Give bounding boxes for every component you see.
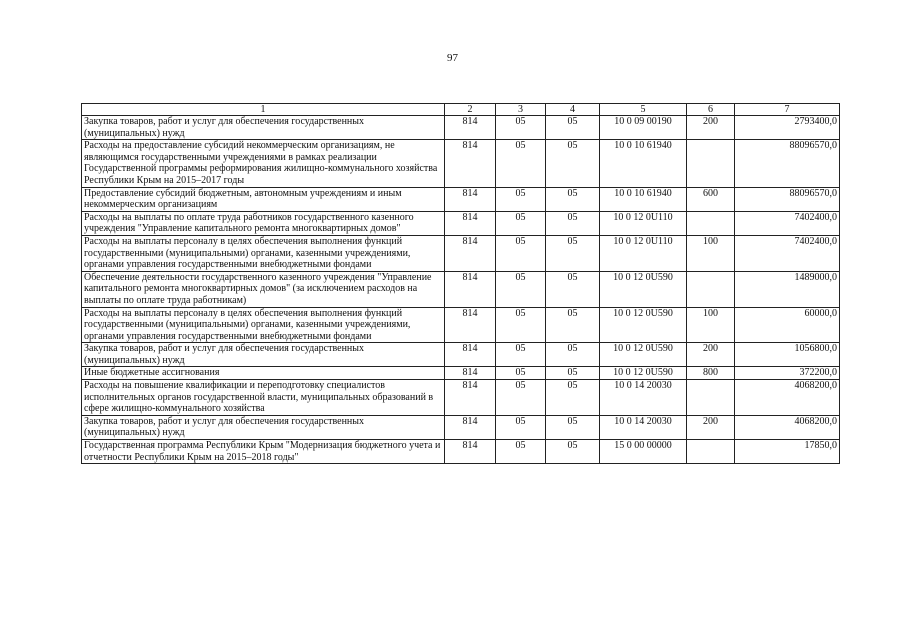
row-ministry-code: 814 [445, 415, 496, 439]
table-row [82, 440, 840, 464]
row-amount: 7402400,0 [735, 211, 840, 235]
row-target-code: 10 0 12 0U590 [600, 367, 687, 380]
row-subsection-code: 05 [546, 116, 600, 140]
table-row [82, 187, 840, 211]
row-expense-type: 200 [687, 343, 735, 367]
row-description: Предоставление субсидий бюджетным, автономным учреждениям и иным некоммерческим организациям [82, 187, 445, 211]
table-row [82, 415, 840, 439]
row-expense-type [687, 271, 735, 307]
row-subsection-code: 05 [546, 235, 600, 271]
row-description: Расходы на выплаты по оплате труда работников государственного казенного учреждения "Управление капитального ремонта многоквартирных домов" [82, 211, 445, 235]
row-ministry-code: 814 [445, 187, 496, 211]
row-section-code: 05 [496, 235, 546, 271]
table-row [82, 211, 840, 235]
row-target-code: 10 0 09 00190 [600, 116, 687, 140]
column-header-7: 7 [735, 104, 840, 116]
row-description: Расходы на выплаты персоналу в целях обеспечения выполнения функций государственными (муниципальными) органами, казенными учреждениями, органами управления государственными внебюджетными фондами [82, 307, 445, 343]
row-amount: 2793400,0 [735, 116, 840, 140]
column-header-5: 5 [600, 104, 687, 116]
table-row [82, 307, 840, 343]
row-subsection-code: 05 [546, 343, 600, 367]
row-ministry-code: 814 [445, 307, 496, 343]
row-description: Закупка товаров, работ и услуг для обеспечения государственных (муниципальных) нужд [82, 343, 445, 367]
row-target-code: 10 0 12 0U110 [600, 235, 687, 271]
row-description: Обеспечение деятельности государственного казенного учреждения "Управление капитального ремонта многоквартирных домов" (за исключением расходов на выплаты по оплате труда работникам) [82, 271, 445, 307]
row-expense-type [687, 211, 735, 235]
row-target-code: 10 0 10 61940 [600, 187, 687, 211]
row-subsection-code: 05 [546, 415, 600, 439]
row-section-code: 05 [496, 440, 546, 464]
table-row [82, 380, 840, 416]
row-section-code: 05 [496, 211, 546, 235]
row-section-code: 05 [496, 140, 546, 187]
row-expense-type: 200 [687, 116, 735, 140]
row-subsection-code: 05 [546, 271, 600, 307]
column-number-row [82, 104, 840, 116]
row-subsection-code: 05 [546, 140, 600, 187]
row-target-code: 10 0 12 0U590 [600, 271, 687, 307]
row-section-code: 05 [496, 380, 546, 416]
row-target-code: 10 0 12 0U590 [600, 307, 687, 343]
row-amount: 4068200,0 [735, 415, 840, 439]
row-expense-type [687, 140, 735, 187]
row-section-code: 05 [496, 343, 546, 367]
row-expense-type: 100 [687, 235, 735, 271]
row-target-code: 10 0 14 20030 [600, 415, 687, 439]
row-section-code: 05 [496, 415, 546, 439]
column-header-3: 3 [496, 104, 546, 116]
row-expense-type: 200 [687, 415, 735, 439]
row-target-code: 10 0 14 20030 [600, 380, 687, 416]
row-ministry-code: 814 [445, 380, 496, 416]
row-description: Иные бюджетные ассигнования [82, 367, 445, 380]
row-amount: 88096570,0 [735, 187, 840, 211]
row-target-code: 10 0 10 61940 [600, 140, 687, 187]
row-ministry-code: 814 [445, 140, 496, 187]
row-ministry-code: 814 [445, 343, 496, 367]
table-row [82, 367, 840, 380]
row-subsection-code: 05 [546, 440, 600, 464]
row-amount: 4068200,0 [735, 380, 840, 416]
row-target-code: 10 0 12 0U110 [600, 211, 687, 235]
row-target-code: 10 0 12 0U590 [600, 343, 687, 367]
table-row [82, 140, 840, 187]
table-row [82, 343, 840, 367]
row-section-code: 05 [496, 116, 546, 140]
page-number: 97 [447, 52, 458, 64]
row-expense-type [687, 440, 735, 464]
row-target-code: 15 0 00 00000 [600, 440, 687, 464]
row-ministry-code: 814 [445, 440, 496, 464]
row-amount: 88096570,0 [735, 140, 840, 187]
row-section-code: 05 [496, 367, 546, 380]
row-expense-type [687, 380, 735, 416]
row-description: Закупка товаров, работ и услуг для обеспечения государственных (муниципальных) нужд [82, 415, 445, 439]
row-ministry-code: 814 [445, 235, 496, 271]
row-amount: 17850,0 [735, 440, 840, 464]
row-amount: 60000,0 [735, 307, 840, 343]
row-expense-type: 800 [687, 367, 735, 380]
row-amount: 1489000,0 [735, 271, 840, 307]
row-description: Расходы на повышение квалификации и переподготовку специалистов исполнительных органов государственной власти, муниципальных образований в сфере жилищно-коммунального хозяйства [82, 380, 445, 416]
row-subsection-code: 05 [546, 367, 600, 380]
row-ministry-code: 814 [445, 211, 496, 235]
table-row [82, 271, 840, 307]
row-description: Расходы на предоставление субсидий некоммерческим организациям, не являющимся государственными учреждениями в рамках реализации Государственной программы реформирования жилищно-коммунального хозяйства Республики Крым на 2015–2017 годы [82, 140, 445, 187]
row-ministry-code: 814 [445, 271, 496, 307]
column-header-1: 1 [82, 104, 445, 116]
row-subsection-code: 05 [546, 307, 600, 343]
column-header-6: 6 [687, 104, 735, 116]
row-subsection-code: 05 [546, 380, 600, 416]
column-header-4: 4 [546, 104, 600, 116]
row-amount: 7402400,0 [735, 235, 840, 271]
row-section-code: 05 [496, 271, 546, 307]
table-row [82, 235, 840, 271]
column-header-2: 2 [445, 104, 496, 116]
row-subsection-code: 05 [546, 187, 600, 211]
row-amount: 372200,0 [735, 367, 840, 380]
row-amount: 1056800,0 [735, 343, 840, 367]
row-ministry-code: 814 [445, 116, 496, 140]
row-description: Закупка товаров, работ и услуг для обеспечения государственных (муниципальных) нужд [82, 116, 445, 140]
row-section-code: 05 [496, 307, 546, 343]
row-section-code: 05 [496, 187, 546, 211]
row-expense-type: 600 [687, 187, 735, 211]
row-description: Государственная программа Республики Крым "Модернизация бюджетного учета и отчетности Республики Крым на 2015–2018 годы" [82, 440, 445, 464]
row-ministry-code: 814 [445, 367, 496, 380]
row-expense-type: 100 [687, 307, 735, 343]
row-subsection-code: 05 [546, 211, 600, 235]
budget-table [81, 103, 840, 464]
row-description: Расходы на выплаты персоналу в целях обеспечения выполнения функций государственными (муниципальными) органами, казенными учреждениями, органами управления государственными внебюджетными фондами [82, 235, 445, 271]
table-row [82, 116, 840, 140]
